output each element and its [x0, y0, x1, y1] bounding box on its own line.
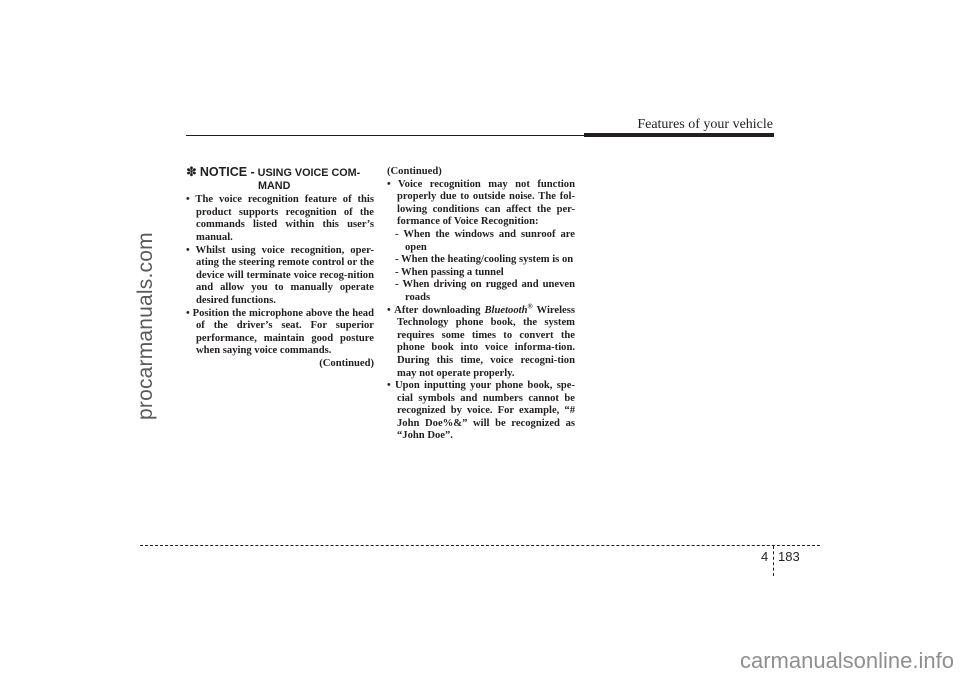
- notice-heading: [186, 166, 374, 192]
- watermark-carmanualsonline: carmanualsonline.info: [739, 648, 954, 673]
- left-column: [186, 166, 374, 371]
- watermark-procarmanuals: procarmanuals.com: [134, 232, 157, 420]
- bullet-text: Wireless Technology phone book, the system requires some times to convert the phone book into voice informa-tion. During this time, voice recogni-tion may not operate properly.: [397, 304, 576, 379]
- continued-label: (Continued): [387, 166, 442, 177]
- footer-rule: [140, 545, 820, 546]
- dash-item: - When the windows and sunroof are open: [395, 228, 575, 253]
- bullet-item: • Position the microphone above the head of the driver’s seat. For superior performance, maintain good posture when saying voice commands.: [186, 307, 374, 357]
- page-number: 183: [778, 549, 800, 564]
- section-title: Features of your vehicle: [637, 117, 773, 132]
- bullet-prefix: • After downloading: [387, 304, 485, 316]
- bullet-item: [387, 302, 576, 381]
- registered-mark: ®: [527, 302, 533, 310]
- right-column: [387, 166, 575, 443]
- notice-star-icon: ✽: [186, 164, 197, 179]
- dash-item: - When the heating/cooling system is on: [395, 254, 574, 266]
- footer-divider: [773, 546, 774, 576]
- continued-label: (Continued): [319, 357, 374, 369]
- bluetooth-brand: Bluetooth: [484, 304, 528, 316]
- notice-label: NOTICE -: [199, 165, 255, 179]
- notice-subject-line2: MAND: [258, 179, 291, 192]
- bullet-item: • Voice recognition may not function properly due to outside noise. The fol-lowing conditions can affect the per-formance of Voice Recognition:: [387, 178, 575, 228]
- dash-item: - When driving on rugged and uneven roads: [395, 279, 575, 303]
- chapter-number: 4: [761, 549, 769, 564]
- dash-item: - When passing a tunnel: [395, 266, 504, 278]
- bullet-item: • The voice recognition feature of this product supports recognition of the commands listed within this user’s manual.: [186, 194, 374, 243]
- bullet-item: • Whilst using voice recognition, oper-ating the steering remote control or the device will terminate voice recog-nition and allow you to manually operate desired functions.: [186, 244, 374, 306]
- bullet-item: • Upon inputting your phone book, spe-cial symbols and numbers cannot be recognized by voice. For example, “# John Doe%&” will be recognized as “John Doe”.: [387, 380, 575, 442]
- notice-subject-line1: USING VOICE COM-: [257, 167, 361, 179]
- header-rule-accent: [584, 133, 774, 137]
